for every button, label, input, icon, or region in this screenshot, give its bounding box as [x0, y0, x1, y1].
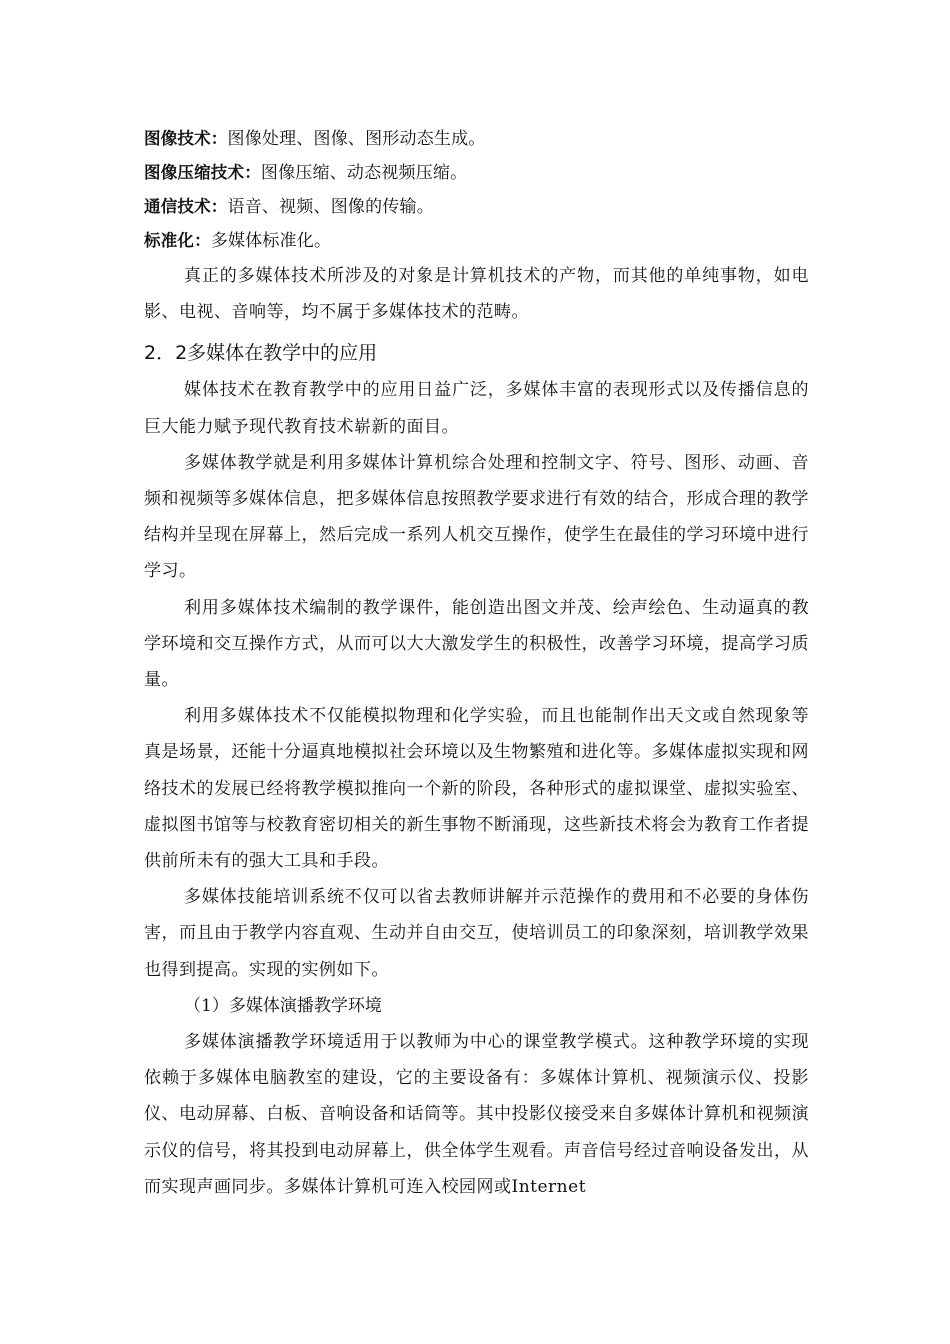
- definition-term: 图像技术：: [144, 129, 228, 148]
- intro-paragraph: 真正的多媒体技术所涉及的对象是计算机技术的产物，而其他的单纯事物，如电影、电视、音响等，均不属于多媒体技术的范畴。: [144, 266, 809, 323]
- definition-term: 通信技术：: [144, 197, 228, 216]
- definition-term: 图像压缩技术：: [144, 163, 261, 182]
- section-heading: 2．2多媒体在教学中的应用: [144, 342, 378, 365]
- page-content: [144, 122, 809, 1205]
- body-paragraph: 利用多媒体技术不仅能模拟物理和化学实验，而且也能制作出天文或自然现象等真是场景，还能十分逼真地模拟社会环境以及生物繁殖和进化等。多媒体虚拟实现和网络技术的发展已经将教学模拟推向一个新的阶段，各种形式的虚拟课堂、虚拟实验室、虚拟图书馆等与校教育密切相关的新生事物不断涌现，这些新技术将会为教育工作者提供前所未有的强大工具和手段。: [144, 706, 809, 872]
- subsection-heading: （1）多媒体演播教学环境: [184, 995, 382, 1016]
- body-paragraph: 利用多媒体技术编制的教学课件，能创造出图文并茂、绘声绘色、生动逼真的教学环境和交互操作方式，从而可以大大激发学生的积极性，改善学习环境，提高学习质量。: [144, 597, 809, 691]
- definition-standardization: [144, 224, 809, 258]
- body-paragraph: 媒体技术在教育教学中的应用日益广泛，多媒体丰富的表现形式以及传播信息的巨大能力赋予现代教育技术崭新的面目。: [144, 380, 809, 437]
- definition-text: 图像处理、图像、图形动态生成。: [227, 129, 486, 149]
- definition-image-compression: [144, 156, 809, 190]
- definition-text: 语音、视频、图像的传输。: [227, 197, 434, 217]
- subsection-paragraph: 多媒体演播教学环境适用于以教师为中心的课堂教学模式。这种教学环境的实现依赖于多媒体电脑教室的建设，它的主要设备有：多媒体计算机、视频演示仪、投影仪、电动屏幕、白板、音响设备和话筒等。其中投影仪接受来自多媒体计算机和视频演示仪的信号，将其投到电动屏幕上，供全体学生观看。声音信号经过音响设备发出，从而实现声画同步。多媒体计算机可连入校园网或Internet: [144, 1032, 809, 1197]
- definition-term: 标准化：: [144, 231, 211, 250]
- body-paragraph: 多媒体教学就是利用多媒体计算机综合处理和控制文字、符号、图形、动画、音频和视频等多媒体信息，把多媒体信息按照教学要求进行有效的结合，形成合理的教学结构并呈现在屏幕上，然后完成一系列人机交互操作，使学生在最佳的学习环境中进行学习。: [144, 452, 809, 582]
- definition-image-tech: [144, 122, 809, 156]
- definition-text: 多媒体标准化。: [210, 231, 332, 251]
- body-paragraph: 多媒体技能培训系统不仅可以省去教师讲解并示范操作的费用和不必要的身体伤害，而且由于教学内容直观、生动并自由交互，使培训员工的印象深刻，培训教学效果也得到提高。实现的实例如下。: [144, 887, 809, 980]
- definition-text: 图像压缩、动态视频压缩。: [260, 163, 468, 183]
- definition-communication: [144, 190, 809, 224]
